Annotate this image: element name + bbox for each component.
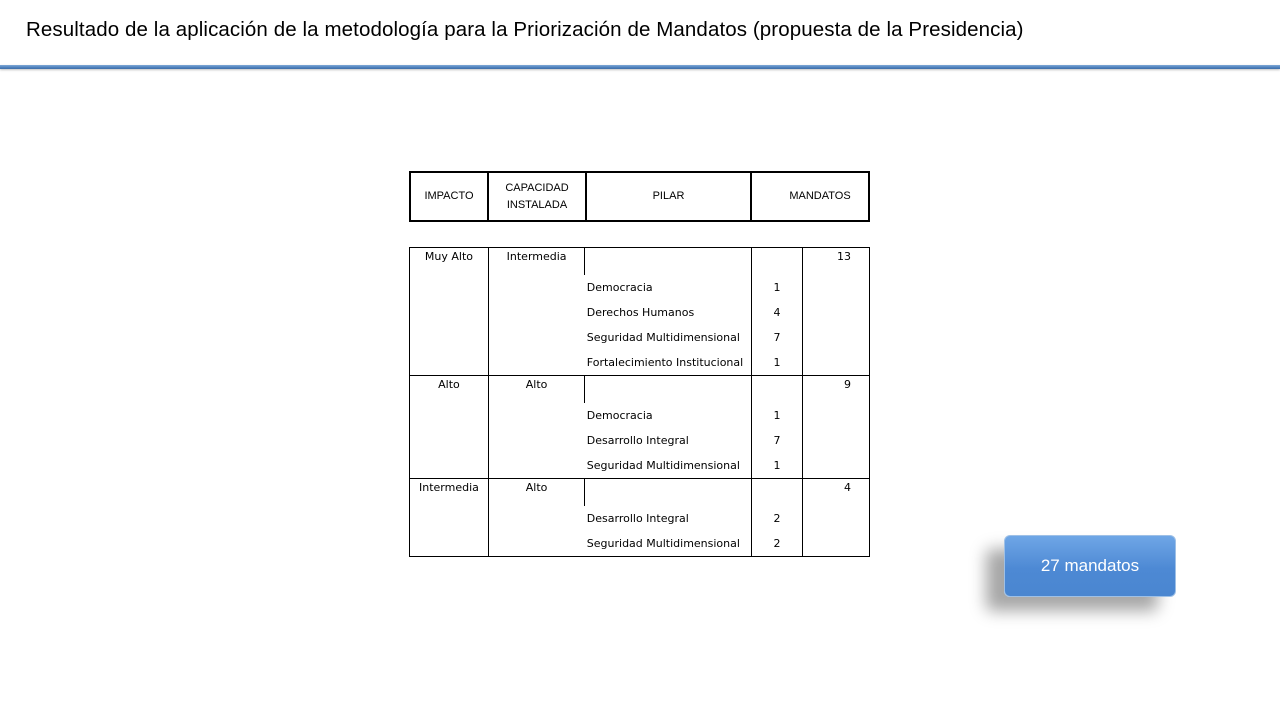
pilar-count: 1 — [752, 350, 802, 376]
count-cell-empty — [752, 479, 802, 507]
impacto-cell: Muy Alto — [410, 248, 489, 376]
group-row — [410, 479, 870, 507]
count-cell-empty — [752, 376, 802, 404]
title-divider — [0, 65, 1280, 69]
header-capacidad-line2: INSTALADA — [506, 198, 568, 211]
group-row — [410, 248, 870, 276]
pilar-count: 7 — [752, 325, 802, 350]
pilar-name: Democracia — [586, 409, 653, 422]
pilar-cell-empty — [585, 376, 752, 404]
count-cell-empty — [752, 248, 802, 276]
header-impacto: IMPACTO — [424, 190, 474, 202]
total-cell: 9 — [802, 376, 869, 479]
capacidad-cell: Intermedia — [488, 248, 584, 376]
pilar-name: Fortalecimiento Institucional — [585, 350, 752, 376]
total-mandates-badge: 27 mandatos — [1004, 535, 1176, 597]
capacidad-cell: Alto — [488, 479, 584, 557]
impacto-cell: Intermedia — [410, 479, 489, 557]
header-row — [410, 172, 869, 221]
capacidad-cell: Alto — [488, 376, 584, 479]
pilar-count: 1 — [752, 453, 802, 479]
group-row — [410, 376, 870, 404]
pilar-name: Seguridad Multidimensional — [585, 453, 752, 479]
pilar-count: 2 — [752, 506, 802, 531]
header-table — [409, 171, 870, 222]
pilar-count: 2 — [752, 531, 802, 557]
pilar-count: 1 — [752, 275, 802, 300]
slide-title: Resultado de la aplicación de la metodología para la Priorización de Mandatos (propuesta de la Presidencia) — [26, 18, 1024, 41]
pilar-cell-empty — [585, 248, 752, 276]
pilar-cell-empty — [585, 479, 752, 507]
pilar-name: Seguridad Multidimensional — [586, 331, 740, 344]
total-cell: 13 — [802, 248, 869, 376]
pilar-count: 4 — [752, 300, 802, 325]
pilar-count: 1 — [752, 403, 802, 428]
header-mandatos: MANDATOS — [751, 172, 869, 221]
header-capacidad-line1: CAPACIDAD — [505, 181, 569, 194]
pilar-name: Democracia — [586, 281, 653, 294]
total-cell: 4 — [802, 479, 869, 557]
pilar-name: Desarrollo Integral — [586, 434, 689, 447]
pilar-name: Desarrollo Integral — [586, 512, 689, 525]
pilar-count: 7 — [752, 428, 802, 453]
pilar-name: Seguridad Multidimensional — [585, 531, 752, 557]
pilar-name: Derechos Humanos — [586, 306, 695, 319]
impacto-cell: Alto — [410, 376, 489, 479]
header-capacidad — [488, 172, 586, 221]
header-pilar: PILAR — [586, 172, 751, 221]
mandates-table — [409, 247, 870, 557]
